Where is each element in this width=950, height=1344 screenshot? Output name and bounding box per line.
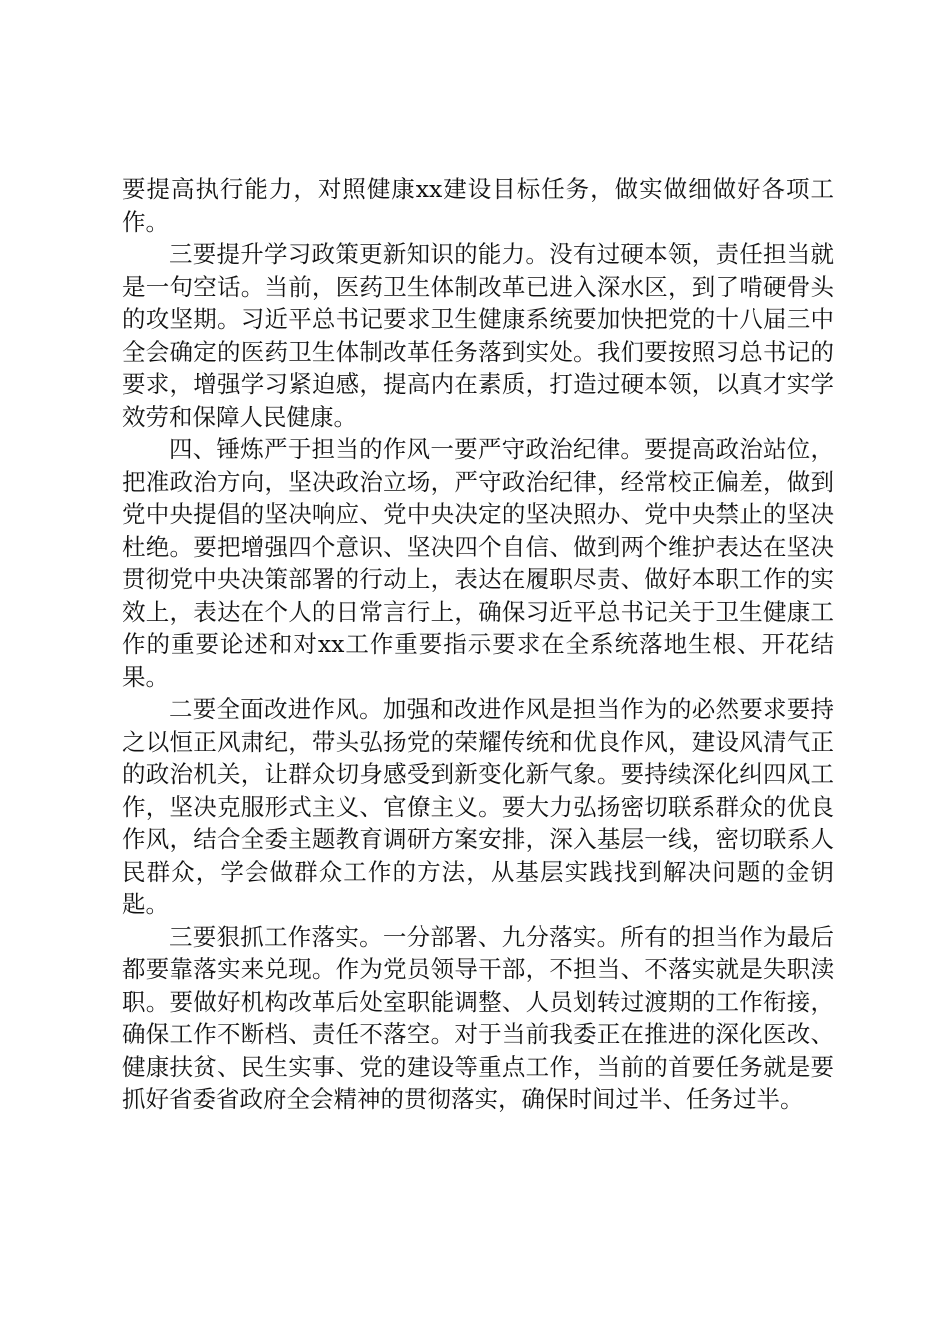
paragraph-study-ability: 三要提升学习政策更新知识的能力。没有过硬本领，责任担当就是一句空话。当前，医药卫生体制改革已进入深水区，到了啃硬骨头的攻坚期。习近平总书记要求卫生健康系统要加快把党的十八届三中全会确定的医药卫生体制改革任务落到实处。我们要按照习总书记的要求，增强学习紧迫感，提高内在素质，打造过硬本领，以真才实学效劳和保障人民健康。 [122, 240, 834, 431]
paragraph-work-style: 二要全面改进作风。加强和改进作风是担当作为的必然要求要持之以恒正风肃纪，带头弘扬党的荣耀传统和优良作风，建设风清气正的政治机关，让群众切身感受到新变化新气象。要持续深化纠四风工作，坚决克服形式主义、官僚主义。要大力弘扬密切联系群众的优良作风，结合全委主题教育调研方案安排，深入基层一线，密切联系人民群众，学会做群众工作的方法，从基层实践找到解决问题的金钥匙。 [122, 695, 834, 918]
paragraph-continuation: 要提高执行能力，对照健康xx建设目标任务，做实做细做好各项工作。 [122, 175, 834, 236]
paragraph-implementation: 三要狠抓工作落实。一分部署、九分落实。所有的担当作为最后都要靠落实来兑现。作为党员领导干部，不担当、不落实就是失职渎职。要做好机构改革后处室职能调整、人员划转过渡期的工作衔接，确保工作不断档、责任不落空。对于当前我委正在推进的深化医改、健康扶贫、民生实事、党的建设等重点工作，当前的首要任务就是要抓好省委省政府全会精神的贯彻落实，确保时间过半、任务过半。 [122, 922, 834, 1113]
paragraph-political-discipline: 四、锤炼严于担当的作风一要严守政治纪律。要提高政治站位，把准政治方向，坚决政治立场，严守政治纪律，经常校正偏差，做到党中央提倡的坚决响应、党中央决定的坚决照办、党中央禁止的坚决杜绝。要把增强四个意识、坚决四个自信、做到两个维护表达在坚决贯彻党中央决策部署的行动上，表达在履职尽责、做好本职工作的实效上，表达在个人的日常言行上，确保习近平总书记关于卫生健康工作的重要论述和对xx工作重要指示要求在全系统落地生根、开花结果。 [122, 435, 834, 691]
document-body [122, 173, 834, 1116]
